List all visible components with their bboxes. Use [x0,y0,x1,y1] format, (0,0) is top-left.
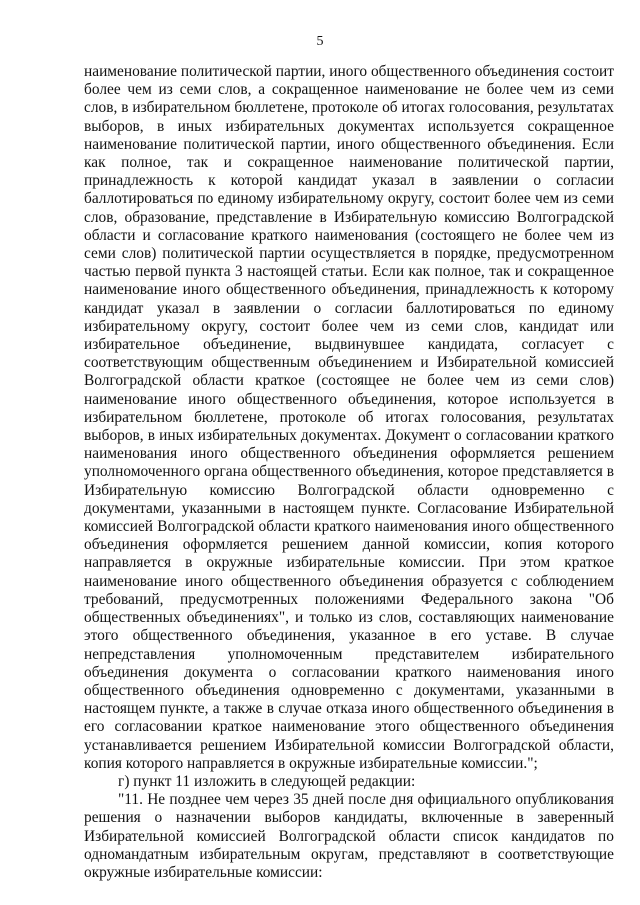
page-number: 5 [316,34,324,49]
paragraph-point-11: "11. Не позднее чем через 35 дней после дня официального опубликования решения о назначении выборов кандидаты, включенные в заверенный Избирательной комиссией Волгоградской области список кандидатов по одномандатным избирательным округам, представляют в соответствующие окружные избирательные комиссии: [84,791,614,881]
paragraph-continuation: наименование политической партии, иного общественного объединения состоит более чем из семи слов, а сокращенное наименование не более чем из семи слов, в избирательном бюллетене, протоколе об итогах голосования, результатах выборов, в иных избирательных документах используется сокращенное наименование политической партии, иного общественного объединения. Если как полное, так и сокращенное наименование политической партии, принадлежность к которой кандидат указал в заявлении о согласии баллотироваться по единому избирательному округу, состоит более чем из семи слов, образование, представление в Избирательную комиссию Волгоградской области и согласование краткого наименования (состоящего не более чем из семи слов) политической партии осуществляется в порядке, предусмотренном частью первой пункта 3 настоящей статьи. Если как полное, так и сокращенное наименование иного общественного объединения, принадлежность к которому кандидат указал в заявлении о согласии баллотироваться по единому избирательному округу, состоит более чем из семи слов, кандидат или избирательное объединение, выдвинувшее кандидата, согласует с соответствующим общественным объединением и Избирательной комиссией Волгоградской области краткое (состоящее не более чем из семи слов) наименование иного общественного объединения, которое используется в избирательном бюллетене, протоколе об итогах голосования, результатах выборов, в иных избирательных документах. Документ о согласовании краткого наименования иного общественного объединения оформляется решением уполномоченного органа общественного объединения, которое представляется в Избирательную комиссию Волгоградской области одновременно с документами, указанными в настоящем пункте. Согласование Избирательной комиссией Волгоградской области краткого наименования иного общественного объединения оформляется решением данной комиссии, копия которого направляется в окружные избирательные комиссии. При этом краткое наименование иного общественного объединения образуется с соблюдением требований, предусмотренных положениями Федерального закона "Об общественных объединениях", и только из слов, составляющих наименование этого общественного объединения, указанное в его уставе. В случае непредставления уполномоченным представителем избирательного объединения документа о согласовании краткого наименования иного общественного объединения одновременно с документами, указанными в настоящем пункте, а также в случае отказа иного общественного объединения в его согласовании краткое наименование этого общественного объединения устанавливается решением Избирательной комиссии Волгоградской области, копия которого направляется в окружные избирательные комиссии."; [84,63,614,772]
document-body [84,63,614,882]
paragraph-amendment-item-g: г) пункт 11 изложить в следующей редакции: [118,772,416,790]
